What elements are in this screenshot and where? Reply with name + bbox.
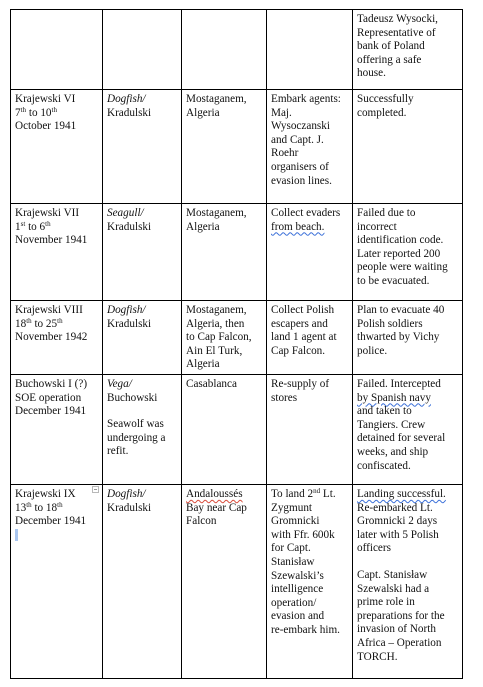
outcome-line: Plan to evacuate 40: [357, 304, 445, 316]
objective-line: evasion and: [271, 610, 325, 623]
objective-line: Cap Falcon.: [271, 344, 326, 357]
outcome-line: to be evacuated.: [357, 274, 430, 287]
outcome-line: detained for several: [357, 432, 446, 445]
location-line: Mostaganem,: [186, 304, 247, 316]
operation-name: Krajewski VI: [15, 93, 76, 105]
operation-cell[interactable]: [11, 301, 103, 375]
outcome-line: Tangiers. Crew: [357, 418, 426, 431]
commander-name: Buchowski: [107, 391, 158, 404]
outcome-line: people were waiting: [357, 261, 448, 274]
location-cell[interactable]: [182, 204, 267, 301]
outcome-line: completed.: [357, 106, 407, 119]
objective-line: land 1 agent at: [271, 331, 337, 344]
objective-line: Embark agents:: [271, 93, 341, 105]
location-cell[interactable]: [182, 90, 267, 204]
operation-type: SOE operation: [15, 391, 82, 404]
vessel-cell[interactable]: [103, 374, 182, 484]
outcome-cell[interactable]: [353, 374, 463, 484]
outcome-line: incorrect: [357, 220, 397, 233]
location-cell[interactable]: [182, 484, 267, 678]
outcome-line: prime role in: [357, 596, 415, 609]
vessel-note: refit.: [107, 445, 129, 458]
objective-line: operation/: [271, 596, 317, 609]
location-line: Ain El Turk,: [186, 344, 243, 357]
operation-dates: 18th to 25th: [15, 316, 63, 330]
objective-line: Roehr: [271, 147, 299, 160]
outcome-line: Later reported 200: [357, 247, 441, 260]
outcome-cell[interactable]: [353, 484, 463, 678]
location-line: Mostaganem,: [186, 207, 247, 219]
outcome-line: weeks, and ship: [357, 445, 429, 458]
objective-cell[interactable]: [267, 301, 353, 375]
outcome-line: Szewalski had a: [357, 582, 430, 595]
vessel-name: Vega/: [107, 377, 132, 390]
operation-name: Krajewski VII: [15, 207, 80, 219]
outcome-line: offering a safe: [357, 53, 422, 66]
operation-cell[interactable]: [11, 90, 103, 204]
outcome-line: later with 5 Polish: [357, 528, 439, 541]
outcome-cell[interactable]: [353, 301, 463, 375]
objective-line: Maj.: [271, 106, 292, 119]
operation-cell[interactable]: [11, 10, 103, 90]
vessel-name: Dogfish/: [107, 304, 146, 316]
objective-line: with Ffr. 600k: [271, 528, 335, 541]
vessel-name: Dogfish/: [107, 93, 146, 105]
location-line: to Cap Falcon,: [186, 331, 252, 344]
location-line: Algeria, then: [186, 317, 245, 330]
vessel-name: Seagull/: [107, 207, 144, 219]
vessel-note: undergoing a: [107, 431, 166, 444]
location-line: Algeria: [186, 358, 220, 371]
objective-line: Stanisław: [271, 555, 315, 568]
outcome-line: by Spanish navy: [357, 391, 431, 404]
objective-line: organisers of: [271, 160, 329, 173]
objective-line: Gromnicki: [271, 515, 320, 528]
outcome-line: Re-embarked Lt.: [357, 501, 433, 514]
operation-cell[interactable]: [11, 484, 103, 678]
table-row: [11, 484, 463, 678]
outcome-line: Failed due to: [357, 207, 416, 219]
row-handle-icon[interactable]: [92, 486, 99, 493]
outcome-line: TORCH.: [357, 650, 398, 663]
operation-dates: November 1941: [15, 234, 88, 247]
outcome-line: Failed. Intercepted: [357, 377, 441, 390]
table-row: [11, 10, 463, 90]
location-cell[interactable]: [182, 10, 267, 90]
outcome-line: preparations for the: [357, 609, 445, 622]
objective-line: intelligence: [271, 583, 324, 596]
operation-name: Krajewski IX: [15, 487, 76, 500]
outcome-line: invasion of North: [357, 623, 436, 636]
operation-dates: October 1941: [15, 120, 77, 133]
outcome-cell[interactable]: [353, 10, 463, 90]
location-line: Mostaganem,: [186, 93, 247, 105]
objective-line: Szewalski’s: [271, 569, 324, 582]
vessel-cell[interactable]: [103, 301, 182, 375]
outcome-line: Gromnicki 2 days: [357, 515, 438, 528]
objective-line: evasion lines.: [271, 174, 332, 187]
vessel-cell[interactable]: [103, 10, 182, 90]
operation-dates: 7th to 10th: [15, 105, 57, 119]
objective-line: Wysoczanski: [271, 120, 330, 133]
objective-line: from beach.: [271, 220, 325, 233]
objective-cell[interactable]: [267, 10, 353, 90]
outcome-line: bank of Poland: [357, 40, 425, 53]
commander-name: Kradulski: [107, 220, 152, 233]
outcome-line: thwarted by Vichy: [357, 331, 440, 344]
commander-name: Kradulski: [107, 106, 152, 119]
vessel-cell[interactable]: [103, 204, 182, 301]
location-line: Casablanca: [186, 377, 237, 390]
operation-cell[interactable]: [11, 374, 103, 484]
outcome-line: confiscated.: [357, 459, 411, 472]
operation-dates: December 1941: [15, 515, 87, 528]
operation-name: Krajewski VIII: [15, 304, 83, 316]
operation-dates: December 1941: [15, 405, 87, 418]
objective-line: escapers and: [271, 317, 328, 330]
table-row: [11, 301, 463, 375]
objective-line: for Capt.: [271, 542, 311, 555]
objective-line: Collect Polish: [271, 304, 335, 316]
vessel-cell[interactable]: [103, 90, 182, 204]
objective-cell[interactable]: [267, 90, 353, 204]
location-cell[interactable]: [182, 301, 267, 375]
outcome-line: Successfully: [357, 93, 414, 105]
outcome-line: identification code.: [357, 234, 444, 247]
operation-dates: 1st to 6th: [15, 219, 51, 233]
outcome-line: and taken to: [357, 405, 412, 418]
objective-line: Re-supply of: [271, 377, 330, 390]
objective-line: Zygmunt: [271, 501, 313, 514]
operation-cell[interactable]: [11, 204, 103, 301]
outcome-cell[interactable]: [353, 90, 463, 204]
table-row: [11, 374, 463, 484]
vessel-name: Dogfish/: [107, 487, 146, 500]
location-line: Falcon: [186, 515, 217, 528]
objective-cell[interactable]: [267, 484, 353, 678]
objective-cell[interactable]: [267, 374, 353, 484]
location-line: Algeria: [186, 106, 220, 119]
commander-name: Kradulski: [107, 501, 152, 514]
outcome-line: police.: [357, 344, 388, 357]
outcome-line: house.: [357, 67, 386, 80]
operation-name: Buchowski I (?): [15, 377, 88, 390]
outcome-line: Capt. Stanisław: [357, 568, 428, 581]
table-row: [11, 204, 463, 301]
operation-dates: 13th to 18th: [15, 500, 63, 514]
objective-line: stores: [271, 391, 298, 404]
objective-line: and Capt. J.: [271, 133, 324, 146]
outcome-cell[interactable]: [353, 204, 463, 301]
objective-line: re-embark him.: [271, 623, 340, 636]
outcome-line: Africa – Operation: [357, 636, 442, 649]
location-cell[interactable]: [182, 374, 267, 484]
outcome-line: Landing successful.: [357, 487, 446, 500]
outcome-line: Tadeusz Wysocki,: [357, 13, 438, 25]
text-cursor: [15, 529, 18, 541]
objective-line: To land 2nd Lt.: [271, 486, 336, 500]
vessel-note: Seawolf was: [107, 418, 164, 431]
commander-name: Kradulski: [107, 317, 152, 330]
operation-dates: November 1942: [15, 331, 88, 344]
location-line: Bay near Cap: [186, 501, 247, 514]
outcome-line: Polish soldiers: [357, 317, 423, 330]
location-line: Andaloussés: [186, 487, 243, 500]
objective-cell[interactable]: [267, 204, 353, 301]
table-row: [11, 90, 463, 204]
location-line: Algeria: [186, 220, 220, 233]
outcome-line: officers: [357, 542, 391, 555]
vessel-cell[interactable]: [103, 484, 182, 678]
outcome-line: Representative of: [357, 26, 436, 39]
objective-line: Collect evaders: [271, 207, 341, 219]
operations-table: [10, 9, 463, 679]
